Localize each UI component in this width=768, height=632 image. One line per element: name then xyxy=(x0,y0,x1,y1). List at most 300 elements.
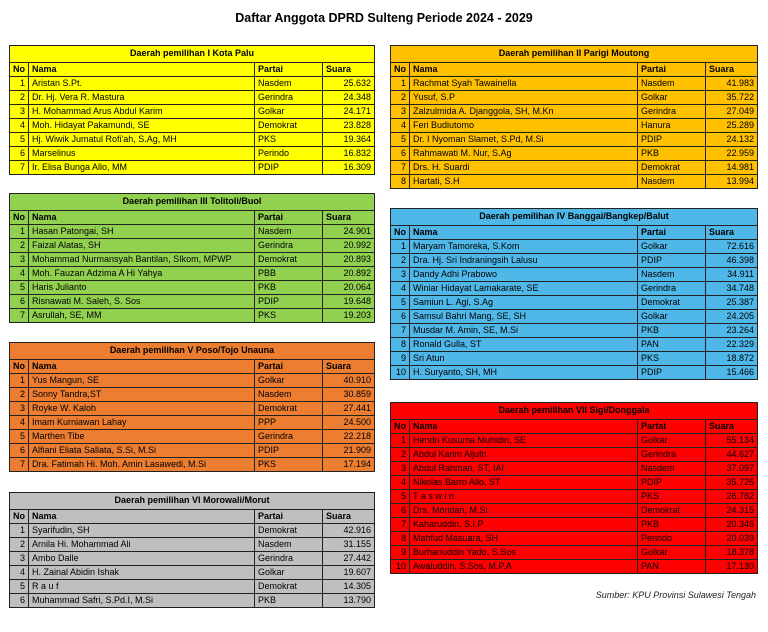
cell-nama: H. Suryanto, SH, MH xyxy=(410,366,638,380)
header-nama: Nama xyxy=(29,211,255,225)
cell-no: 7 xyxy=(10,458,29,472)
cell-no: 3 xyxy=(10,552,29,566)
cell-nama: H. Zainal Abidin Ishak xyxy=(29,566,255,580)
cell-suara: 21.909 xyxy=(323,444,375,458)
cell-partai: Nasdem xyxy=(255,77,323,91)
table-caption: Daerah pemilihan V Poso/Tojo Unauna xyxy=(10,343,375,360)
table-row xyxy=(10,538,375,552)
cell-nama: Abdul Karim Aljufri xyxy=(410,448,638,462)
cell-suara: 24.315 xyxy=(706,504,758,518)
cell-suara: 15.466 xyxy=(706,366,758,380)
cell-no: 8 xyxy=(391,532,410,546)
cell-partai: PDIP xyxy=(638,366,706,380)
header-suara: Suara xyxy=(706,63,758,77)
cell-partai: Demokrat xyxy=(255,119,323,133)
cell-partai: Nasdem xyxy=(638,268,706,282)
cell-suara: 25.387 xyxy=(706,296,758,310)
cell-partai: Golkar xyxy=(638,310,706,324)
table-row xyxy=(10,133,375,147)
table-row xyxy=(391,560,758,574)
cell-partai: PDIP xyxy=(638,254,706,268)
cell-no: 5 xyxy=(10,281,29,295)
cell-no: 8 xyxy=(391,338,410,352)
cell-suara: 24.348 xyxy=(323,91,375,105)
header-partai: Partai xyxy=(638,420,706,434)
table-dapil-6 xyxy=(9,492,375,608)
cell-nama: Aristan S.Pt. xyxy=(29,77,255,91)
cell-partai: PKB xyxy=(638,147,706,161)
table-row xyxy=(10,374,375,388)
cell-suara: 24.500 xyxy=(323,416,375,430)
table-row xyxy=(10,566,375,580)
table-row xyxy=(391,310,758,324)
table-header-row xyxy=(10,360,375,374)
cell-partai: Demokrat xyxy=(255,580,323,594)
cell-suara: 19.203 xyxy=(323,309,375,323)
cell-nama: Hj. Wiwik Jumatul Rofi'ah, S.Ag, MH xyxy=(29,133,255,147)
cell-nama: Samsul Bahri Mang, SE, SH xyxy=(410,310,638,324)
cell-no: 7 xyxy=(10,309,29,323)
cell-suara: 24.205 xyxy=(706,310,758,324)
cell-suara: 23.828 xyxy=(323,119,375,133)
table-dapil-5 xyxy=(9,342,375,472)
cell-nama: Yusuf, S.P xyxy=(410,91,638,105)
cell-partai: Gerindra xyxy=(255,239,323,253)
table-row xyxy=(391,352,758,366)
cell-no: 7 xyxy=(391,324,410,338)
cell-no: 6 xyxy=(10,594,29,608)
header-suara: Suara xyxy=(706,226,758,240)
cell-nama: Moh. Fauzan Adzima A Hi Yahya xyxy=(29,267,255,281)
table-row xyxy=(391,268,758,282)
cell-partai: PPP xyxy=(255,416,323,430)
cell-suara: 14.981 xyxy=(706,161,758,175)
header-partai: Partai xyxy=(638,226,706,240)
header-suara: Suara xyxy=(323,510,375,524)
cell-partai: Gerindra xyxy=(638,105,706,119)
header-suara: Suara xyxy=(706,420,758,434)
cell-no: 3 xyxy=(391,462,410,476)
cell-suara: 14.305 xyxy=(323,580,375,594)
cell-nama: Imam Kurniawan Lahay xyxy=(29,416,255,430)
cell-suara: 27.442 xyxy=(323,552,375,566)
cell-partai: Gerindra xyxy=(638,448,706,462)
cell-partai: Demokrat xyxy=(638,504,706,518)
cell-partai: PKS xyxy=(638,490,706,504)
cell-nama: Feri Budiutomo xyxy=(410,119,638,133)
cell-no: 6 xyxy=(391,310,410,324)
cell-no: 7 xyxy=(391,518,410,532)
cell-no: 4 xyxy=(10,416,29,430)
table-row xyxy=(391,462,758,476)
cell-nama: Ambo Dalle xyxy=(29,552,255,566)
cell-partai: PKS xyxy=(638,352,706,366)
table-row xyxy=(10,281,375,295)
cell-no: 6 xyxy=(391,147,410,161)
cell-partai: Perindo xyxy=(638,532,706,546)
table-row xyxy=(391,296,758,310)
cell-suara: 30.859 xyxy=(323,388,375,402)
table-caption: Daerah pemilihan I Kota Palu xyxy=(10,46,375,63)
cell-partai: Nasdem xyxy=(255,388,323,402)
cell-nama: Arnila Hi. Mohammad Ali xyxy=(29,538,255,552)
header-no: No xyxy=(391,226,410,240)
cell-partai: PAN xyxy=(638,338,706,352)
cell-suara: 55.134 xyxy=(706,434,758,448)
cell-partai: Demokrat xyxy=(255,253,323,267)
table-row xyxy=(391,518,758,532)
cell-partai: PDIP xyxy=(638,133,706,147)
table-row xyxy=(391,91,758,105)
cell-no: 1 xyxy=(391,77,410,91)
cell-suara: 44.627 xyxy=(706,448,758,462)
table-row xyxy=(391,434,758,448)
cell-no: 7 xyxy=(391,161,410,175)
table-row xyxy=(391,77,758,91)
cell-no: 4 xyxy=(391,282,410,296)
cell-partai: PKB xyxy=(255,594,323,608)
cell-suara: 46.398 xyxy=(706,254,758,268)
header-no: No xyxy=(10,510,29,524)
table-dapil-1 xyxy=(9,45,375,175)
cell-suara: 34.911 xyxy=(706,268,758,282)
cell-no: 4 xyxy=(10,119,29,133)
cell-nama: Risnawati M. Saleh, S. Sos xyxy=(29,295,255,309)
cell-suara: 34.748 xyxy=(706,282,758,296)
cell-suara: 40.910 xyxy=(323,374,375,388)
cell-no: 4 xyxy=(10,566,29,580)
header-no: No xyxy=(10,360,29,374)
table-caption: Daerah pemilihan II Parigi Moutong xyxy=(391,46,758,63)
cell-no: 8 xyxy=(391,175,410,189)
table-row xyxy=(391,448,758,462)
cell-nama: R a u f xyxy=(29,580,255,594)
header-nama: Nama xyxy=(29,360,255,374)
table-row xyxy=(391,366,758,380)
cell-suara: 17.130 xyxy=(706,560,758,574)
cell-partai: PKB xyxy=(638,518,706,532)
cell-suara: 18.378 xyxy=(706,546,758,560)
table-row xyxy=(10,119,375,133)
table-row xyxy=(10,594,375,608)
cell-no: 2 xyxy=(10,538,29,552)
cell-nama: Faizal Alatas, SH xyxy=(29,239,255,253)
cell-suara: 13.790 xyxy=(323,594,375,608)
header-no: No xyxy=(391,63,410,77)
cell-nama: Burhanuddin Yado, S.Sos xyxy=(410,546,638,560)
cell-suara: 72.616 xyxy=(706,240,758,254)
cell-nama: Rahmawati M. Nur, S.Ag xyxy=(410,147,638,161)
table-row xyxy=(391,282,758,296)
cell-partai: Perindo xyxy=(255,147,323,161)
cell-nama: Rachmat Syah Tawainella xyxy=(410,77,638,91)
cell-no: 10 xyxy=(391,560,410,574)
table-dapil-7 xyxy=(390,402,758,574)
cell-nama: Mohammad Nurmansyah Bantilan, SIkom, MPWP xyxy=(29,253,255,267)
cell-no: 3 xyxy=(10,105,29,119)
cell-partai: PKB xyxy=(638,324,706,338)
table-row xyxy=(391,254,758,268)
table-row xyxy=(391,175,758,189)
table-row xyxy=(10,430,375,444)
cell-no: 4 xyxy=(10,267,29,281)
cell-no: 3 xyxy=(10,253,29,267)
cell-partai: Golkar xyxy=(638,240,706,254)
table-caption: Daerah pemilihan III Tolitoli/Buol xyxy=(10,194,375,211)
cell-no: 2 xyxy=(10,388,29,402)
cell-nama: Dandy Adhi Prabowo xyxy=(410,268,638,282)
cell-no: 5 xyxy=(391,296,410,310)
table-header-row xyxy=(391,63,758,77)
header-partai: Partai xyxy=(255,510,323,524)
cell-suara: 24.132 xyxy=(706,133,758,147)
cell-nama: Drs. H. Suardi xyxy=(410,161,638,175)
cell-no: 1 xyxy=(10,374,29,388)
cell-no: 3 xyxy=(391,268,410,282)
cell-partai: Golkar xyxy=(255,374,323,388)
table-row xyxy=(10,458,375,472)
header-no: No xyxy=(10,211,29,225)
cell-no: 10 xyxy=(391,366,410,380)
table-row xyxy=(10,295,375,309)
cell-nama: Mahfud Masuara, SH xyxy=(410,532,638,546)
cell-suara: 16.832 xyxy=(323,147,375,161)
cell-suara: 20.992 xyxy=(323,239,375,253)
cell-suara: 22.218 xyxy=(323,430,375,444)
table-row xyxy=(10,91,375,105)
table-row xyxy=(391,338,758,352)
cell-nama: Musdar M. Amin, SE, M.Si xyxy=(410,324,638,338)
cell-no: 6 xyxy=(10,295,29,309)
cell-nama: Dr. I Nyoman Slamet, S.Pd, M.Si xyxy=(410,133,638,147)
header-partai: Partai xyxy=(255,360,323,374)
page-title: Daftar Anggota DPRD Sulteng Periode 2024 - 2029 xyxy=(235,11,533,25)
cell-suara: 22.959 xyxy=(706,147,758,161)
cell-partai: PKB xyxy=(255,281,323,295)
cell-suara: 20.039 xyxy=(706,532,758,546)
cell-nama: Winiar Hidayat Lamakarate, SE xyxy=(410,282,638,296)
cell-nama: Dr. Hj. Vera R. Mastura xyxy=(29,91,255,105)
cell-partai: PKS xyxy=(255,458,323,472)
cell-partai: PDIP xyxy=(638,476,706,490)
table-row xyxy=(10,147,375,161)
cell-suara: 41.983 xyxy=(706,77,758,91)
table-dapil-4 xyxy=(390,208,758,380)
header-nama: Nama xyxy=(410,226,638,240)
cell-suara: 13.994 xyxy=(706,175,758,189)
cell-no: 2 xyxy=(391,91,410,105)
cell-nama: Dra. Hj. Sri Indraningsih Lalusu xyxy=(410,254,638,268)
cell-nama: Zalzulmida A. Djanggola, SH, M.Kn xyxy=(410,105,638,119)
cell-suara: 26.782 xyxy=(706,490,758,504)
cell-partai: Gerindra xyxy=(255,552,323,566)
cell-no: 1 xyxy=(391,434,410,448)
cell-partai: PAN xyxy=(638,560,706,574)
cell-partai: Golkar xyxy=(638,434,706,448)
table-row xyxy=(10,267,375,281)
table-caption: Daerah pemilihan VI Morowali/Morut xyxy=(10,493,375,510)
cell-partai: PKS xyxy=(255,133,323,147)
table-header-row xyxy=(391,226,758,240)
cell-no: 2 xyxy=(391,448,410,462)
table-row xyxy=(10,524,375,538)
cell-suara: 25.632 xyxy=(323,77,375,91)
table-row xyxy=(10,77,375,91)
header-suara: Suara xyxy=(323,63,375,77)
cell-no: 5 xyxy=(10,133,29,147)
table-header-row xyxy=(10,211,375,225)
header-partai: Partai xyxy=(255,63,323,77)
cell-suara: 42.916 xyxy=(323,524,375,538)
cell-no: 1 xyxy=(391,240,410,254)
cell-suara: 25.289 xyxy=(706,119,758,133)
cell-suara: 18.872 xyxy=(706,352,758,366)
cell-no: 9 xyxy=(391,352,410,366)
table-header-row xyxy=(10,510,375,524)
cell-partai: PDIP xyxy=(255,295,323,309)
cell-suara: 20.346 xyxy=(706,518,758,532)
table-row xyxy=(10,309,375,323)
cell-no: 5 xyxy=(10,580,29,594)
cell-partai: PDIP xyxy=(255,161,323,175)
cell-suara: 24.901 xyxy=(323,225,375,239)
table-row xyxy=(391,546,758,560)
table-dapil-2 xyxy=(390,45,758,189)
cell-partai: Golkar xyxy=(638,546,706,560)
cell-partai: Gerindra xyxy=(638,282,706,296)
cell-partai: Nasdem xyxy=(638,175,706,189)
table-row xyxy=(10,444,375,458)
cell-suara: 22.329 xyxy=(706,338,758,352)
cell-partai: Demokrat xyxy=(255,402,323,416)
cell-nama: Hendri Kusuma Muhidin, SE xyxy=(410,434,638,448)
cell-nama: T a s w i n xyxy=(410,490,638,504)
header-nama: Nama xyxy=(29,510,255,524)
cell-suara: 20.893 xyxy=(323,253,375,267)
cell-no: 4 xyxy=(391,119,410,133)
cell-suara: 20.892 xyxy=(323,267,375,281)
cell-nama: Marthen Tibe xyxy=(29,430,255,444)
cell-nama: Yus Mangun, SE xyxy=(29,374,255,388)
cell-nama: Dra. Fatimah Hi. Moh. Amin Lasawedi, M.Si xyxy=(29,458,255,472)
table-row xyxy=(391,161,758,175)
table-caption: Daerah pemilihan VII Sigi/Donggala xyxy=(391,403,758,420)
table-row xyxy=(10,105,375,119)
cell-suara: 24.171 xyxy=(323,105,375,119)
cell-suara: 19.364 xyxy=(323,133,375,147)
table-header-row xyxy=(10,63,375,77)
header-nama: Nama xyxy=(410,63,638,77)
cell-no: 1 xyxy=(10,77,29,91)
table-row xyxy=(391,476,758,490)
cell-suara: 19.648 xyxy=(323,295,375,309)
cell-nama: Awaluddin, S.Sos, M.P.A xyxy=(410,560,638,574)
cell-partai: Demokrat xyxy=(255,524,323,538)
header-nama: Nama xyxy=(29,63,255,77)
table-row xyxy=(10,253,375,267)
cell-no: 7 xyxy=(10,161,29,175)
cell-suara: 19.607 xyxy=(323,566,375,580)
cell-nama: Ir. Elisa Bunga Allo, MM xyxy=(29,161,255,175)
cell-suara: 37.097 xyxy=(706,462,758,476)
cell-nama: Moh. Hidayat Pakamundi, SE xyxy=(29,119,255,133)
cell-nama: Syarifudin, SH xyxy=(29,524,255,538)
table-row xyxy=(10,225,375,239)
table-row xyxy=(10,161,375,175)
cell-nama: Hartati, S.H xyxy=(410,175,638,189)
cell-nama: Drs. Moridan, M.Si xyxy=(410,504,638,518)
cell-no: 2 xyxy=(391,254,410,268)
cell-no: 6 xyxy=(10,147,29,161)
cell-partai: Demokrat xyxy=(638,161,706,175)
cell-nama: Royke W. Kaloh xyxy=(29,402,255,416)
cell-no: 3 xyxy=(391,105,410,119)
cell-partai: PKS xyxy=(255,309,323,323)
cell-no: 3 xyxy=(10,402,29,416)
cell-partai: Gerindra xyxy=(255,430,323,444)
cell-suara: 31.155 xyxy=(323,538,375,552)
cell-partai: PDIP xyxy=(255,444,323,458)
cell-nama: Abdul Rahman, ST, IAI xyxy=(410,462,638,476)
table-row xyxy=(10,416,375,430)
table-row xyxy=(391,119,758,133)
cell-partai: Gerindra xyxy=(255,91,323,105)
cell-nama: Samiun L. Agi, S.Ag xyxy=(410,296,638,310)
cell-suara: 27.049 xyxy=(706,105,758,119)
cell-no: 2 xyxy=(10,91,29,105)
table-row xyxy=(391,147,758,161)
table-row xyxy=(391,133,758,147)
table-row xyxy=(10,239,375,253)
table-row xyxy=(391,324,758,338)
table-row xyxy=(10,552,375,566)
header-no: No xyxy=(10,63,29,77)
cell-partai: Golkar xyxy=(255,566,323,580)
cell-suara: 16.309 xyxy=(323,161,375,175)
cell-suara: 27.441 xyxy=(323,402,375,416)
cell-no: 6 xyxy=(391,504,410,518)
cell-partai: Golkar xyxy=(255,105,323,119)
cell-nama: Asrullah, SE, MM xyxy=(29,309,255,323)
cell-no: 1 xyxy=(10,225,29,239)
cell-no: 4 xyxy=(391,476,410,490)
cell-nama: Sri Atun xyxy=(410,352,638,366)
cell-no: 5 xyxy=(391,133,410,147)
table-row xyxy=(391,532,758,546)
cell-suara: 17.194 xyxy=(323,458,375,472)
cell-partai: Nasdem xyxy=(255,538,323,552)
table-header-row xyxy=(391,420,758,434)
header-nama: Nama xyxy=(410,420,638,434)
cell-partai: Demokrat xyxy=(638,296,706,310)
cell-partai: Nasdem xyxy=(638,77,706,91)
table-row xyxy=(10,388,375,402)
table-row xyxy=(10,402,375,416)
header-suara: Suara xyxy=(323,211,375,225)
cell-partai: Nasdem xyxy=(255,225,323,239)
cell-no: 1 xyxy=(10,524,29,538)
cell-suara: 35.725 xyxy=(706,476,758,490)
cell-partai: Nasdem xyxy=(638,462,706,476)
cell-nama: Maryam Tamoreka, S.Kom xyxy=(410,240,638,254)
header-suara: Suara xyxy=(323,360,375,374)
cell-nama: H. Mohammad Arus Abdul Karim xyxy=(29,105,255,119)
cell-partai: Golkar xyxy=(638,91,706,105)
cell-partai: Hanura xyxy=(638,119,706,133)
cell-no: 6 xyxy=(10,444,29,458)
table-dapil-3 xyxy=(9,193,375,323)
cell-nama: Muhammad Safri, S.Pd.I, M.Si xyxy=(29,594,255,608)
